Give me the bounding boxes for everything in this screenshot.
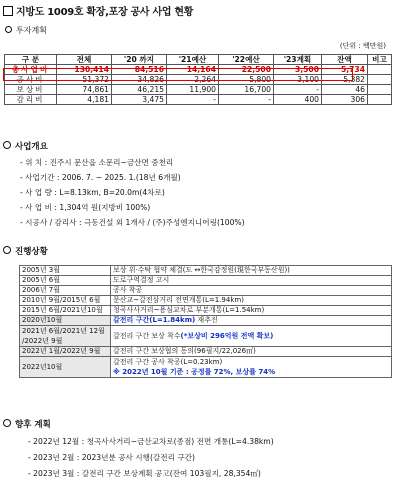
budget-header: '22예산 <box>219 55 274 65</box>
cell <box>368 95 392 105</box>
budget-header: '20 까지 <box>112 55 167 65</box>
circle-bullet-icon <box>3 419 11 427</box>
progress-text-cell <box>111 316 392 326</box>
cell: - <box>167 95 219 105</box>
progress-heading-text: 진행상황 <box>15 247 48 257</box>
budget-table <box>4 54 392 105</box>
cell <box>368 65 392 75</box>
cell <box>368 75 392 85</box>
budget-header: 전체 <box>57 55 112 65</box>
progress-note: ※ 2022년 10월 기준 : 공정률 72%, 보상률 74% <box>113 368 276 376</box>
plan-line: - 2022년 12월 : 청곡사사거리~금산교차로(종점) 전면 개통(L=4.38km) <box>28 437 274 446</box>
cell: 22,500 <box>219 65 274 75</box>
progress-text: 갈전리 구간 보상협의 동의(96필지/22,026㎡) <box>111 347 392 357</box>
progress-date: 2021년 6월/2021년 12월 /2022년 9월 <box>20 326 111 347</box>
budget-row-construction <box>5 75 392 85</box>
progress-text: 보상 위·수탁 협약 체결(도 ↔한국감정원(現한국부동산원)) <box>111 266 392 276</box>
budget-header: 잔액 <box>322 55 368 65</box>
progress-text: 공사 착공 <box>111 286 392 296</box>
circle-bullet-icon <box>3 246 11 254</box>
row-label: 감리비 <box>5 95 57 105</box>
progress-text: 갈전리 구간(L=1.84km) <box>113 316 196 324</box>
progress-date: 2005년 6월 <box>20 276 111 286</box>
progress-text-cell <box>111 357 392 378</box>
cell: 14,164 <box>167 65 219 75</box>
progress-heading <box>3 245 48 257</box>
progress-date: 2022년10월 <box>20 357 111 378</box>
progress-text-cell <box>111 326 392 347</box>
cell: 84,516 <box>112 65 167 75</box>
plan-line: - 2023년 2월 : 2023년분 공사 시행(갈전리 구간) <box>28 453 195 462</box>
budget-row-total <box>5 65 392 75</box>
circle-bullet-icon <box>5 26 12 33</box>
budget-header-row <box>5 55 392 65</box>
progress-note: (*보상비 296억원 전액 확보) <box>180 331 274 340</box>
cell: - <box>219 95 274 105</box>
cell: 3,500 <box>274 65 322 75</box>
row-label: 공사비 <box>5 75 57 85</box>
table-row <box>20 316 392 326</box>
cell: 5,382 <box>322 75 368 85</box>
budget-row-compensation <box>5 85 392 95</box>
overview-heading-text: 사업개요 <box>15 142 48 152</box>
table-row <box>20 306 392 316</box>
plan-heading <box>3 418 51 430</box>
progress-text: 갈전리 구간 보상 착수 <box>113 331 181 340</box>
table-row <box>20 286 392 296</box>
cell: 34,826 <box>112 75 167 85</box>
circle-bullet-icon <box>3 141 11 149</box>
cell: - <box>274 85 322 95</box>
progress-note: 재추진 <box>195 316 218 324</box>
cell: 306 <box>322 95 368 105</box>
cell: 16,700 <box>219 85 274 95</box>
progress-text: 갈전리 구간 공사 착공(L=0.23km) <box>113 358 223 366</box>
cell: 5,800 <box>219 75 274 85</box>
progress-date: 2022년 1월/2022년 9월 <box>20 347 111 357</box>
cell: 400 <box>274 95 322 105</box>
cell: 3,100 <box>274 75 322 85</box>
subtitle-text: 투자계획 <box>16 26 47 35</box>
progress-text: 도로구역결정 고시 <box>111 276 392 286</box>
budget-header: 구 분 <box>5 55 57 65</box>
cell: 130,414 <box>57 65 112 75</box>
budget-header: '21예산 <box>167 55 219 65</box>
overview-line: - 시공사 / 감리사 : 극동건설 외 1개사 / (주)주성엔지니어링(100%) <box>20 218 245 227</box>
budget-header: 비고 <box>368 55 392 65</box>
table-row <box>20 276 392 286</box>
title-text: 지방도 1009호 확장,포장 공사 사업 현황 <box>16 7 194 18</box>
progress-date: 2006년 7월 <box>20 286 111 296</box>
table-row <box>20 347 392 357</box>
table-row <box>20 326 392 347</box>
table-row <box>20 296 392 306</box>
progress-date: 2010년 9월/2015년 6월 <box>20 296 111 306</box>
plan-heading-text: 향후 계획 <box>15 420 51 430</box>
overview-line: - 사 업 량 : L=8.13km, B=20.0m(4차로) <box>20 188 165 197</box>
overview-line: - 사 업 비 : 1,304억 원(지방비 100%) <box>20 203 151 212</box>
cell: 2,264 <box>167 75 219 85</box>
table-row <box>20 357 392 378</box>
page-title <box>3 3 193 18</box>
cell: 46 <box>322 85 368 95</box>
overview-heading <box>3 140 48 152</box>
budget-header: '23계획 <box>274 55 322 65</box>
cell <box>368 85 392 95</box>
row-label: 총사업비 <box>5 65 57 75</box>
cell: 46,215 <box>112 85 167 95</box>
cell: 11,900 <box>167 85 219 95</box>
progress-date: 2015년 6월/2021년10월 <box>20 306 111 316</box>
table-row <box>20 266 392 276</box>
overview-line: - 사업기간 : 2006. 7. ~ 2025. 1.(18년 6개월) <box>20 173 181 182</box>
progress-text: 청곡사사거리~용심교차로 부분개통(L=1.54km) <box>111 306 392 316</box>
subtitle <box>5 25 47 36</box>
cell: 74,861 <box>57 85 112 95</box>
row-label: 보상비 <box>5 85 57 95</box>
progress-date: 2020년10월 <box>20 316 111 326</box>
unit-label: (단위 : 백만원) <box>339 42 386 50</box>
budget-row-supervision <box>5 95 392 105</box>
cell: 4,181 <box>57 95 112 105</box>
cell: 3,475 <box>112 95 167 105</box>
cell: 5,734 <box>322 65 368 75</box>
progress-table <box>19 265 392 378</box>
checkbox-square-icon <box>3 6 13 16</box>
progress-text: 문산교~갈전삼거리 전면개통(L=1.94km) <box>111 296 392 306</box>
cell: 51,372 <box>57 75 112 85</box>
plan-line: - 2023년 3월 : 갈전리 구간 보상계획 공고(잔여 103필지, 28,354㎡) <box>28 469 261 478</box>
overview-line: - 위 치 : 진주시 문산읍 소문리~금산면 중천리 <box>20 158 174 167</box>
progress-date: 2005년 3월 <box>20 266 111 276</box>
